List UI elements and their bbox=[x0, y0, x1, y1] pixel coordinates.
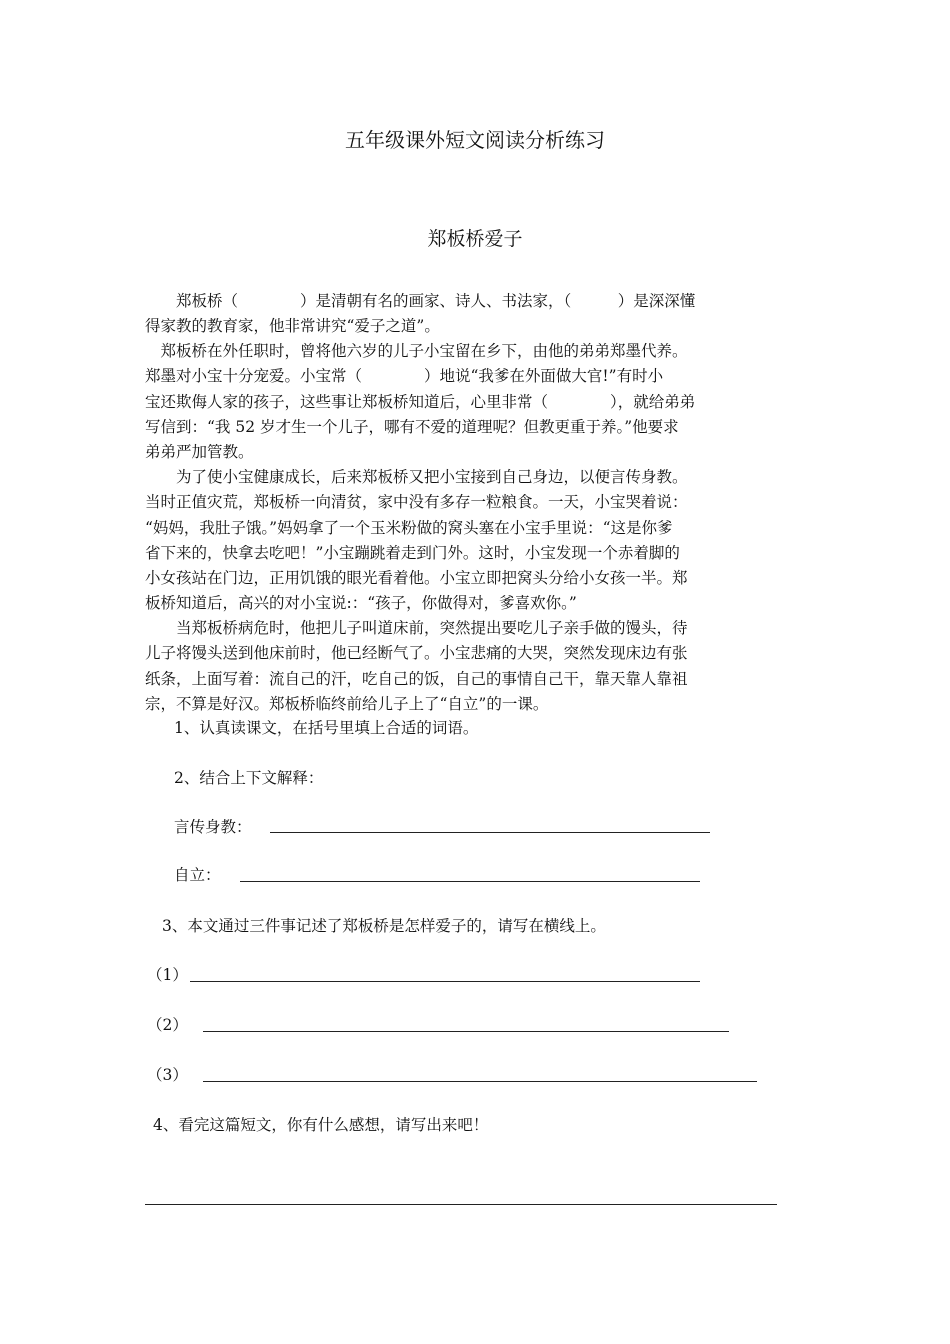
q3-item-2-label: （2） bbox=[147, 1016, 188, 1034]
document-title: 五年级课外短文阅读分析练习 bbox=[345, 128, 605, 152]
text-line: 宗，不算是好汉。郑板桥临终前给儿子上了“自立”的一课。 bbox=[145, 694, 549, 713]
text-line: 省下来的，快拿去吃吧！”小宝蹦跳着走到门外。这时，小宝发现一个赤着脚的 bbox=[145, 543, 680, 562]
text-line: 为了使小宝健康成长，后来郑板桥又把小宝接到自己身边，以便言传身教。 bbox=[145, 468, 688, 486]
question-3: 3、本文通过三件事记述了郑板桥是怎样爱子的，请写在横线上。 bbox=[162, 917, 606, 935]
paragraph-2 bbox=[145, 339, 813, 465]
text-line: 郑墨对小宝十分宠爱。小宝常（ ）地说“我爹在外面做大官!”有时小 bbox=[145, 367, 664, 386]
text-line: 儿子将馒头送到他床前时，他已经断气了。小宝悲痛的大哭，突然发现床边有张 bbox=[145, 644, 688, 663]
q3-item-1-label: （1） bbox=[147, 966, 188, 984]
q2a-answer-line[interactable] bbox=[270, 832, 710, 833]
q3-item-2-answer-line[interactable] bbox=[203, 1031, 729, 1032]
story-title: 郑板桥爱子 bbox=[427, 228, 523, 250]
paragraph-4 bbox=[145, 616, 813, 717]
text-line: 写信到：“我 52 岁才生一个儿子，哪有不爱的道理呢？但教更重于养。”他要求 bbox=[145, 417, 679, 436]
text-line: 宝还欺侮人家的孩子，这些事让郑板桥知道后，心里非常（ ），就给弟弟 bbox=[145, 392, 696, 411]
q4-answer-line[interactable] bbox=[145, 1204, 777, 1205]
text-line: 板桥知道后，高兴的对小宝说:：“孩子，你做得对，爹喜欢你。” bbox=[145, 594, 577, 613]
text-line: 郑板桥（ ）是清朝有名的画家、诗人、书法家，（ ）是深深懂 bbox=[145, 292, 696, 310]
q2a-label: 言传身教： bbox=[174, 818, 252, 836]
text-line: 当郑板桥病危时，他把儿子叫道床前，突然提出要吃儿子亲手做的馒头，待 bbox=[145, 619, 688, 637]
paragraph-1 bbox=[145, 289, 813, 340]
question-1: 1、认真读课文，在括号里填上合适的词语。 bbox=[174, 719, 479, 737]
text-line: 得家教的教育家，他非常讲究“爱子之道”。 bbox=[145, 317, 440, 336]
paragraph-3 bbox=[145, 465, 813, 617]
text-line: 当时正值灾荒，郑板桥一向清贫，家中没有多存一粒粮食。一天，小宝哭着说： bbox=[145, 493, 688, 512]
text-line: 小女孩站在门边，正用饥饿的眼光看着他。小宝立即把窝头分给小女孩一半。郑 bbox=[145, 569, 688, 588]
q3-item-3-label: （3） bbox=[147, 1066, 188, 1084]
q3-item-1-answer-line[interactable] bbox=[190, 981, 700, 982]
question-2: 2、结合上下文解释： bbox=[174, 769, 324, 787]
question-4: 4、看完这篇短文，你有什么感想，请写出来吧！ bbox=[153, 1116, 489, 1134]
q3-item-3-answer-line[interactable] bbox=[203, 1081, 757, 1082]
q2b-answer-line[interactable] bbox=[240, 881, 700, 882]
text-line: “妈妈，我肚子饿。”妈妈拿了一个玉米粉做的窝头塞在小宝手里说：“这是你爹 bbox=[145, 518, 673, 537]
text-line: 纸条，上面写着：流自己的汗，吃自己的饭，自己的事情自己干，靠天靠人靠祖 bbox=[145, 669, 688, 688]
q2b-label: 自立： bbox=[174, 866, 221, 884]
text-line: 郑板桥在外任职时，曾将他六岁的儿子小宝留在乡下，由他的弟弟郑墨代养。 bbox=[145, 342, 688, 360]
text-line: 弟弟严加管教。 bbox=[145, 443, 254, 462]
